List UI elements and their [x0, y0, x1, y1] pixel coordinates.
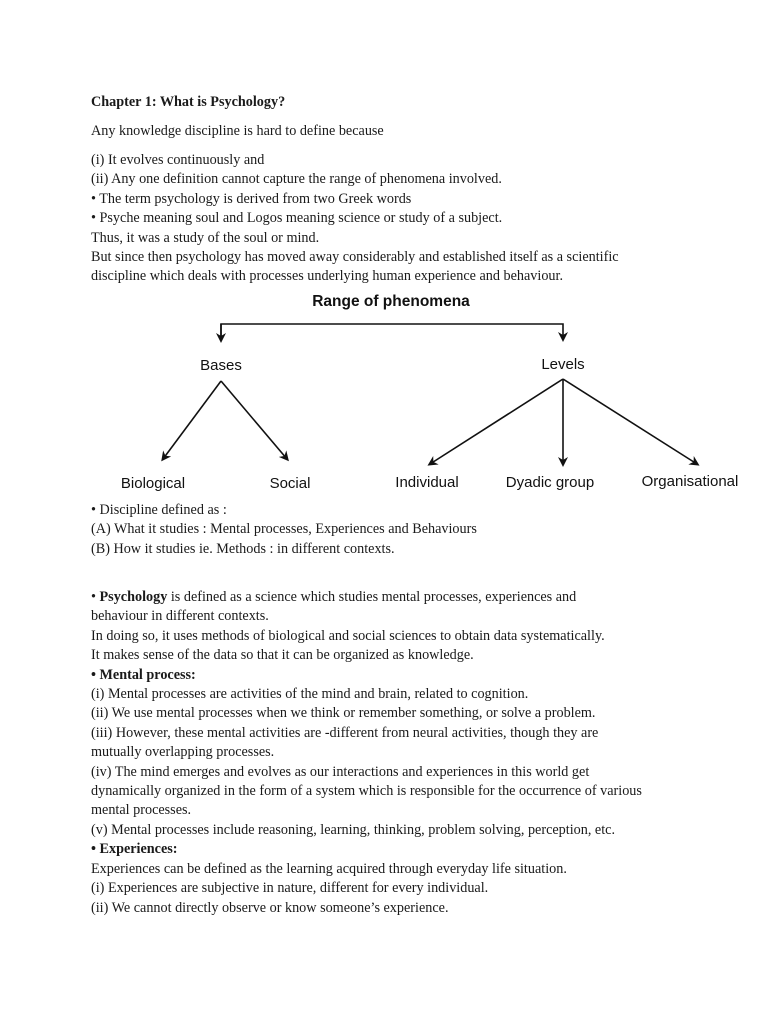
experiences-line: Experiences can be defined as the learning acquired through everyday life situation.	[91, 860, 567, 877]
reasons-block	[91, 151, 691, 287]
definition-text: is defined as a science which studies mental processes, experiences and	[167, 589, 577, 605]
bases-label: Bases	[200, 357, 242, 374]
mental-process-line: (i) Mental processes are activities of the mind and brain, related to cognition.	[91, 686, 529, 703]
reason-line: Thus, it was a study of the soul or mind.	[91, 229, 320, 246]
experiences-line: (i) Experiences are subjective in nature, different for every individual.	[91, 880, 489, 897]
top-connector	[221, 324, 563, 340]
levels-label: Levels	[541, 356, 585, 373]
psychology-term: Psychology	[99, 589, 168, 605]
diagram-title: Range of phenomena	[312, 293, 470, 310]
definition-line: In doing so, it uses methods of biological and social sciences to obtain data systematically.	[91, 627, 605, 644]
mental-process-line: (iv) The mind emerges and evolves as our interactions and experiences in this world get	[91, 763, 590, 780]
discipline-line: • Discipline defined as :	[91, 502, 227, 518]
intro-block	[91, 122, 691, 141]
intro-line: Any knowledge discipline is hard to define because	[91, 123, 384, 139]
mental-process-line: mental processes.	[91, 802, 192, 819]
discipline-block	[91, 501, 691, 559]
reason-line: • The term psychology is derived from two Greek words	[91, 190, 412, 207]
mental-process-line: mutually overlapping processes.	[91, 744, 275, 761]
node-organisational: Organisational	[641, 473, 739, 490]
discipline-line: (B) How it studies ie. Methods : in different contexts.	[91, 540, 395, 557]
mental-process-heading: • Mental process:	[91, 666, 196, 683]
chapter-heading-block	[91, 93, 691, 112]
node-individual: Individual	[395, 474, 459, 491]
definition-line: It makes sense of the data so that it can be organized as knowledge.	[91, 647, 474, 664]
node-social: Social	[269, 475, 311, 492]
psychology-definition-block	[91, 588, 691, 918]
reason-line: But since then psychology has moved away considerably and established itself as a scientific	[91, 249, 619, 266]
bases-arrows	[163, 381, 287, 459]
experiences-heading: • Experiences:	[91, 841, 178, 858]
reason-line: discipline which deals with processes underlying human experience and behaviour.	[91, 268, 563, 285]
reason-line: • Psyche meaning soul and Logos meaning science or study of a subject.	[91, 210, 503, 227]
mental-process-line: (v) Mental processes include reasoning, learning, thinking, problem solving, perception, etc.	[91, 821, 616, 838]
chapter-title: Chapter 1: What is Psychology?	[91, 94, 286, 110]
reason-line: (i) It evolves continuously and	[91, 152, 265, 168]
node-dyadic-group: Dyadic group	[505, 474, 595, 491]
levels-arrows	[430, 379, 697, 464]
discipline-line: (A) What it studies : Mental processes, Experiences and Behaviours	[91, 521, 477, 538]
experiences-line: (ii) We cannot directly observe or know someone’s experience.	[91, 899, 449, 916]
reason-line: (ii) Any one definition cannot capture the range of phenomena involved.	[91, 171, 502, 188]
mental-process-line: (ii) We use mental processes when we think or remember something, or solve a problem.	[91, 705, 596, 722]
mental-process-line: dynamically organized in the form of a system which is responsible for the occurrence of various	[91, 783, 642, 800]
bullet: •	[91, 589, 100, 605]
psychology-definition-first-line	[91, 588, 691, 607]
node-biological: Biological	[120, 475, 186, 492]
mental-process-line: (iii) However, these mental activities are -different from neural activities, though they are	[91, 724, 599, 741]
definition-line: behaviour in different contexts.	[91, 608, 269, 625]
range-of-phenomena-diagram	[0, 286, 768, 500]
